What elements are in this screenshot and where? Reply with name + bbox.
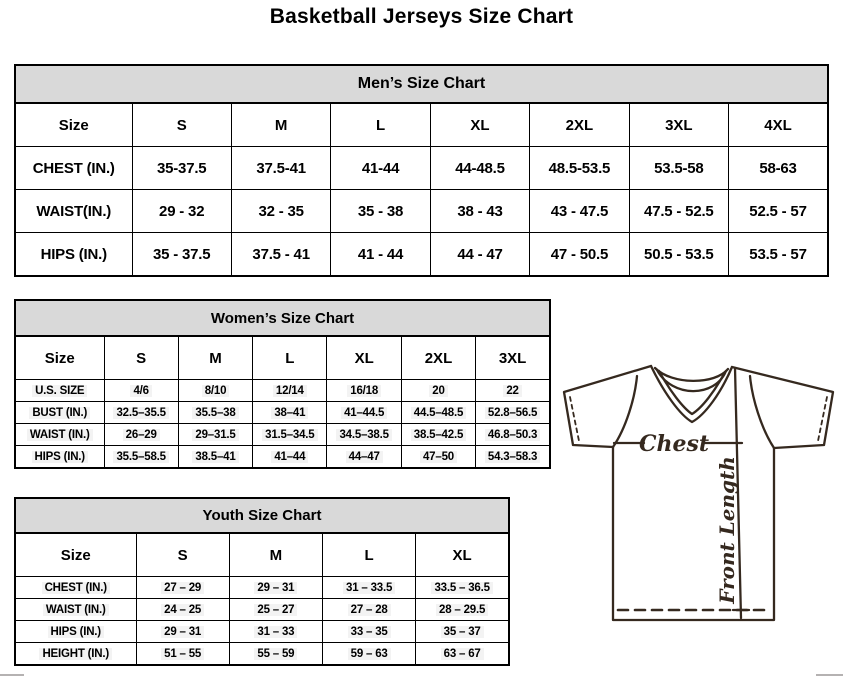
size-value: 53.5 - 57 <box>729 233 828 277</box>
row-label: WAIST(IN.) <box>15 190 132 233</box>
row-label-text: WAIST (IN.) <box>27 429 93 441</box>
size-value: 52.5 - 57 <box>729 190 828 233</box>
row-label-text: BUST (IN.) <box>29 407 90 419</box>
size-value: 35.5–38 <box>178 402 252 424</box>
size-value: 8/10 <box>178 380 252 402</box>
size-value: 28 – 29.5 <box>416 599 509 621</box>
size-value: 41-44 <box>331 147 430 190</box>
womens-col-header: 2XL <box>401 336 475 380</box>
scrollbar-fragment-right <box>816 674 843 676</box>
size-value: 41 - 44 <box>331 233 430 277</box>
size-value: 29 - 32 <box>132 190 231 233</box>
size-value: 35 - 38 <box>331 190 430 233</box>
jersey-icon <box>556 352 843 639</box>
row-label <box>15 446 104 469</box>
row-label <box>15 621 136 643</box>
jersey-measurement-diagram <box>556 352 843 639</box>
size-value: 29 – 31 <box>136 621 229 643</box>
chest-label: Chest <box>638 431 710 457</box>
size-value: 38.5–41 <box>178 446 252 469</box>
size-value: 50.5 - 53.5 <box>629 233 728 277</box>
size-value: 35-37.5 <box>132 147 231 190</box>
size-value: 52.8–56.5 <box>476 402 550 424</box>
mens-col-header: XL <box>430 103 529 147</box>
row-label <box>15 577 136 599</box>
size-value: 25 – 27 <box>229 599 322 621</box>
womens-col-header: L <box>253 336 327 380</box>
size-value: 38 - 43 <box>430 190 529 233</box>
row-label-text: U.S. SIZE <box>32 385 87 397</box>
youth-size-header: Size <box>15 533 136 577</box>
mens-col-header: M <box>231 103 330 147</box>
size-value: 24 – 25 <box>136 599 229 621</box>
size-value: 44 - 47 <box>430 233 529 277</box>
size-value: 29–31.5 <box>178 424 252 446</box>
womens-size-header: Size <box>15 336 104 380</box>
size-value: 43 - 47.5 <box>530 190 629 233</box>
size-value: 55 – 59 <box>229 643 322 666</box>
row-label-text: WAIST (IN.) <box>43 604 109 616</box>
size-value: 4/6 <box>104 380 178 402</box>
youth-col-header: S <box>136 533 229 577</box>
size-value: 41–44 <box>253 446 327 469</box>
mens-table-title: Men’s Size Chart <box>15 65 828 103</box>
page-title: Basketball Jerseys Size Chart <box>269 5 574 28</box>
row-label-text: CHEST (IN.) <box>42 582 110 594</box>
size-value: 48.5-53.5 <box>530 147 629 190</box>
size-value: 32.5–35.5 <box>104 402 178 424</box>
size-value: 46.8–50.3 <box>476 424 550 446</box>
size-value: 44.5–48.5 <box>401 402 475 424</box>
size-value: 31 – 33 <box>229 621 322 643</box>
row-label <box>15 599 136 621</box>
mens-col-header: L <box>331 103 430 147</box>
size-value: 37.5 - 41 <box>231 233 330 277</box>
womens-size-table <box>14 299 551 469</box>
row-label <box>15 402 104 424</box>
size-value: 16/18 <box>327 380 401 402</box>
size-value: 26–29 <box>104 424 178 446</box>
row-label-text: HIPS (IN.) <box>48 626 104 638</box>
size-value: 44–47 <box>327 446 401 469</box>
row-label <box>15 643 136 666</box>
row-label: HIPS (IN.) <box>15 233 132 277</box>
row-label-text: HEIGHT (IN.) <box>39 648 112 660</box>
mens-col-header: 3XL <box>629 103 728 147</box>
scrollbar-fragment-left <box>0 674 24 676</box>
youth-size-table <box>14 497 510 666</box>
size-value: 31 – 33.5 <box>323 577 416 599</box>
front-length-label: Front Length <box>715 456 739 604</box>
womens-col-header: XL <box>327 336 401 380</box>
size-value: 47–50 <box>401 446 475 469</box>
size-value: 20 <box>401 380 475 402</box>
size-value: 35.5–58.5 <box>104 446 178 469</box>
size-value: 33 – 35 <box>323 621 416 643</box>
size-value: 54.3–58.3 <box>476 446 550 469</box>
size-value: 38.5–42.5 <box>401 424 475 446</box>
mens-size-table <box>14 64 829 277</box>
mens-col-header: 2XL <box>530 103 629 147</box>
size-value: 51 – 55 <box>136 643 229 666</box>
youth-col-header: L <box>323 533 416 577</box>
size-value: 58-63 <box>729 147 828 190</box>
size-value: 34.5–38.5 <box>327 424 401 446</box>
womens-col-header: S <box>104 336 178 380</box>
womens-col-header: 3XL <box>476 336 550 380</box>
size-value: 44-48.5 <box>430 147 529 190</box>
size-value: 27 – 29 <box>136 577 229 599</box>
womens-table-title: Women’s Size Chart <box>15 300 550 336</box>
row-label-text: HIPS (IN.) <box>32 451 88 463</box>
size-value: 37.5-41 <box>231 147 330 190</box>
row-label <box>15 380 104 402</box>
size-value: 32 - 35 <box>231 190 330 233</box>
size-value: 38–41 <box>253 402 327 424</box>
size-value: 22 <box>476 380 550 402</box>
youth-table-title: Youth Size Chart <box>15 498 509 533</box>
size-value: 59 – 63 <box>323 643 416 666</box>
mens-col-header: 4XL <box>729 103 828 147</box>
size-value: 53.5-58 <box>629 147 728 190</box>
size-value: 47.5 - 52.5 <box>629 190 728 233</box>
size-value: 29 – 31 <box>229 577 322 599</box>
size-value: 41–44.5 <box>327 402 401 424</box>
youth-col-header: XL <box>416 533 509 577</box>
size-value: 47 - 50.5 <box>530 233 629 277</box>
size-value: 31.5–34.5 <box>253 424 327 446</box>
size-value: 27 – 28 <box>323 599 416 621</box>
womens-col-header: M <box>178 336 252 380</box>
youth-col-header: M <box>229 533 322 577</box>
size-value: 33.5 – 36.5 <box>416 577 509 599</box>
mens-size-header: Size <box>15 103 132 147</box>
row-label: CHEST (IN.) <box>15 147 132 190</box>
size-value: 12/14 <box>253 380 327 402</box>
row-label <box>15 424 104 446</box>
mens-col-header: S <box>132 103 231 147</box>
size-value: 35 – 37 <box>416 621 509 643</box>
size-value: 35 - 37.5 <box>132 233 231 277</box>
size-value: 63 – 67 <box>416 643 509 666</box>
